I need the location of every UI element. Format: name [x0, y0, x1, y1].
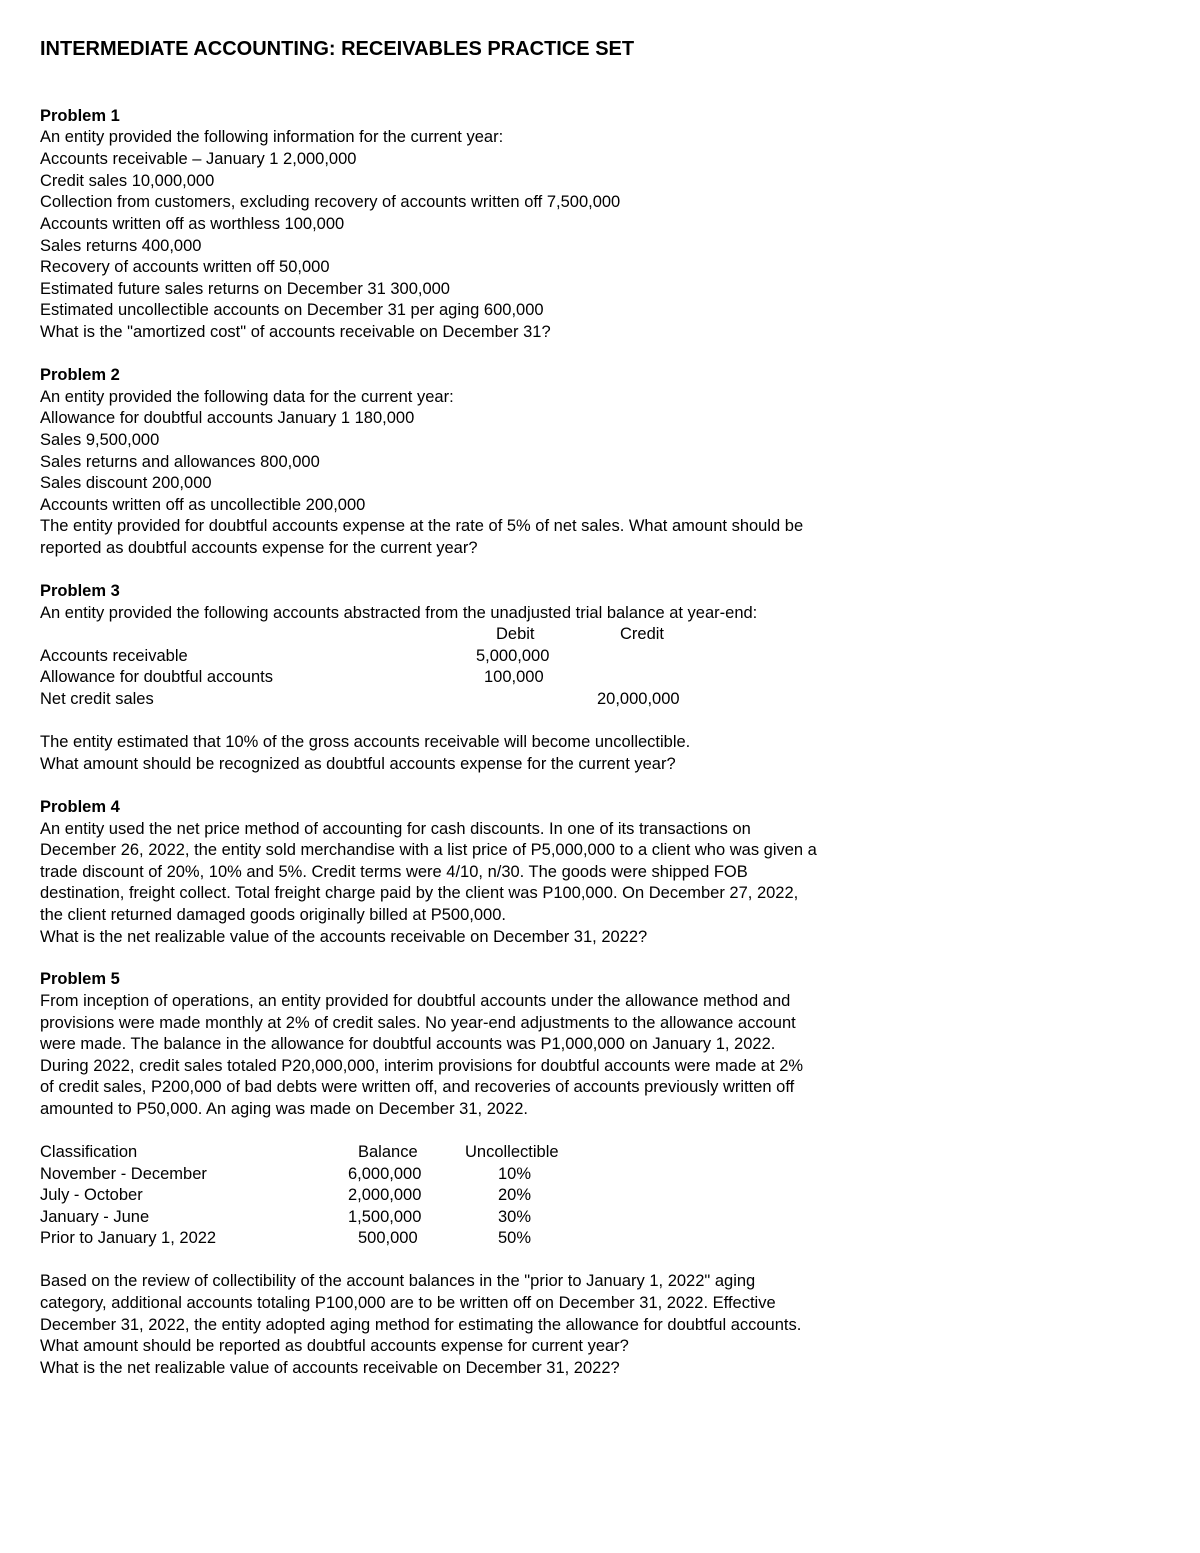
aging-rate: 20%	[498, 1186, 532, 1204]
problem-5-line: amounted to P50,000. An aging was made on December 31, 2022.	[40, 1100, 528, 1118]
problem-4-line: trade discount of 20%, 10% and 5%. Credit terms were 4/10, n/30. The goods were shipped FOB	[40, 863, 748, 881]
problem-5-line: Based on the review of collectibility of the account balances in the "prior to January 1, 2022" aging	[40, 1272, 756, 1290]
problem-3-line: The entity estimated that 10% of the gross accounts receivable will become uncollectible.	[40, 733, 691, 751]
problem-2-line: Sales returns and allowances 800,000	[40, 453, 320, 471]
problem-5-heading: Problem 5	[40, 970, 120, 988]
problem-4-heading: Problem 4	[40, 798, 120, 816]
problem-1-line: Sales returns 400,000	[40, 237, 202, 255]
problem-2-line: Sales discount 200,000	[40, 474, 212, 492]
problem-4-line: destination, freight collect. Total freight charge paid by the client was P100,000. On December 27, 2022,	[40, 884, 799, 902]
trial-balance-debit: 100,000	[484, 668, 544, 686]
problem-2-heading: Problem 2	[40, 366, 120, 384]
aging-classification: November - December	[40, 1165, 207, 1183]
aging-classification: January - June	[40, 1208, 150, 1226]
trial-balance-account: Accounts receivable	[40, 647, 188, 665]
problem-5-line: were made. The balance in the allowance for doubtful accounts was P1,000,000 on January 1, 2022.	[40, 1035, 776, 1053]
problem-1-line: Accounts receivable – January 1 2,000,000	[40, 150, 357, 168]
aging-balance: 1,500,000	[348, 1208, 422, 1226]
problem-2-line: Accounts written off as uncollectible 200,000	[40, 496, 366, 514]
problem-5-question: What is the net realizable value of accounts receivable on December 31, 2022?	[40, 1359, 620, 1377]
uncollectible-column-header: Uncollectible	[465, 1143, 559, 1161]
problem-1-line: Recovery of accounts written off 50,000	[40, 258, 330, 276]
problem-5-line: From inception of operations, an entity provided for doubtful accounts under the allowance method and	[40, 992, 791, 1010]
trial-balance-credit: 20,000,000	[597, 690, 680, 708]
problem-3-question: What amount should be recognized as doubtful accounts expense for the current year?	[40, 755, 676, 773]
problem-2-line: The entity provided for doubtful accounts expense at the rate of 5% of net sales. What amount should be	[40, 517, 804, 535]
problem-1-line: An entity provided the following information for the current year:	[40, 128, 504, 146]
classification-column-header: Classification	[40, 1143, 138, 1161]
problem-1-line: Estimated future sales returns on December 31 300,000	[40, 280, 450, 298]
debit-column-header: Debit	[496, 625, 535, 643]
problem-2-line: Sales 9,500,000	[40, 431, 160, 449]
trial-balance-account: Allowance for doubtful accounts	[40, 668, 273, 686]
problem-1-line: Credit sales 10,000,000	[40, 172, 215, 190]
aging-rate: 50%	[498, 1229, 532, 1247]
balance-column-header: Balance	[358, 1143, 418, 1161]
aging-balance: 500,000	[358, 1229, 418, 1247]
problem-3-heading: Problem 3	[40, 582, 120, 600]
trial-balance-account: Net credit sales	[40, 690, 154, 708]
problem-1-line: Accounts written off as worthless 100,000	[40, 215, 345, 233]
problem-5-line: provisions were made monthly at 2% of credit sales. No year-end adjustments to the allowance account	[40, 1014, 796, 1032]
document-title: INTERMEDIATE ACCOUNTING: RECEIVABLES PRACTICE SET	[40, 38, 635, 60]
aging-classification: Prior to January 1, 2022	[40, 1229, 217, 1247]
problem-5-line: category, additional accounts totaling P100,000 are to be written off on December 31, 2022. Effective	[40, 1294, 776, 1312]
problem-4-line: December 26, 2022, the entity sold merchandise with a list price of P5,000,000 to a client who was given a	[40, 841, 817, 859]
problem-5-line: of credit sales, P200,000 of bad debts were written off, and recoveries of accounts previously written off	[40, 1078, 795, 1096]
aging-rate: 30%	[498, 1208, 532, 1226]
aging-balance: 2,000,000	[348, 1186, 422, 1204]
problem-3-intro: An entity provided the following accounts abstracted from the unadjusted trial balance at year-end:	[40, 604, 758, 622]
aging-classification: July - October	[40, 1186, 143, 1204]
trial-balance-debit: 5,000,000	[476, 647, 550, 665]
problem-5-line: During 2022, credit sales totaled P20,000,000, interim provisions for doubtful accounts were made at 2%	[40, 1057, 804, 1075]
problem-2-question: reported as doubtful accounts expense for the current year?	[40, 539, 478, 557]
problem-4-question: What is the net realizable value of the accounts receivable on December 31, 2022?	[40, 928, 648, 946]
problem-1-line: Collection from customers, excluding recovery of accounts written off 7,500,000	[40, 193, 621, 211]
problem-2-line: An entity provided the following data for the current year:	[40, 388, 454, 406]
problem-2-line: Allowance for doubtful accounts January 1 180,000	[40, 409, 415, 427]
aging-rate: 10%	[498, 1165, 532, 1183]
problem-5-line: December 31, 2022, the entity adopted aging method for estimating the allowance for doubtful accounts.	[40, 1316, 802, 1334]
problem-5-question: What amount should be reported as doubtful accounts expense for current year?	[40, 1337, 629, 1355]
problem-4-line: An entity used the net price method of accounting for cash discounts. In one of its transactions on	[40, 820, 751, 838]
problem-1-heading: Problem 1	[40, 107, 120, 125]
credit-column-header: Credit	[620, 625, 665, 643]
aging-balance: 6,000,000	[348, 1165, 422, 1183]
problem-1-question: What is the "amortized cost" of accounts receivable on December 31?	[40, 323, 551, 341]
problem-4-line: the client returned damaged goods originally billed at P500,000.	[40, 906, 506, 924]
problem-1-line: Estimated uncollectible accounts on December 31 per aging 600,000	[40, 301, 544, 319]
